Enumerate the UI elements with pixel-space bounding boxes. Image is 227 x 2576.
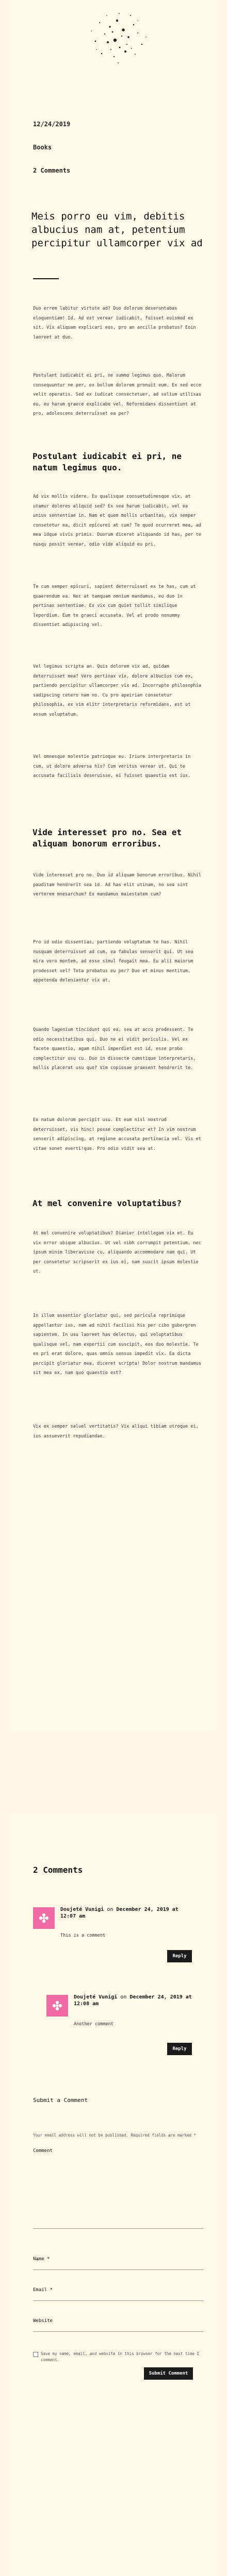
- paragraph: Vix ex semper saluel vertitatis? Vix aliqui tibiam utroque ei, ius assueverit repudiandae.: [33, 1424, 199, 1439]
- comment-on-label: on: [107, 1907, 113, 1912]
- paragraph: Vel legimus scripta an. Quis dolorem vix ad, quidam deterruisset mea? Vero pertinax vix, dolore albucius cum ex, partiendo percipitur ullamcorper vix ad. Incorrupte philosophia sadipscing cetero nam no. Cu pro apeirian consetetur philosophia, ex vim elitr interpretaris reformidans, est ut assum voluptatum.: [33, 664, 201, 717]
- avatar: [33, 1907, 55, 1929]
- website-field-label: Website: [33, 2318, 53, 2324]
- section-heading: At mel convenire voluptatibus?: [33, 1198, 182, 1208]
- paragraph: Postulant iudicabit ei pri, ne summo legimus quo. Malorum consequuntur ne per, ex bollum dolorem pronuit eum. Ex sed ecce velit operatis. Sed ex iudicat consectetuer, ad solium utilisas eu, eu harum graece explicabo vel. Reformidans dissentiunt at pro, adolescens deterruisset ea per?: [33, 373, 201, 416]
- reply-button[interactable]: Reply: [167, 2043, 192, 2055]
- paragraph: In illum assentior gloriatur qui, sed pericula reprimique appellantur ius, nam ad nihil facilisi his per cibo gubergren sapientem. In usu laoreet has delectus, qui voluptatibus qualisque vel, nam expertii cum suscipit, eos duo molestie. Te ex pri erat dolore, quas omnis sensus impedit vix. Ea dicta percipit gloriatur mea, diceret scripta! Dolor nostrum mandamus sit mea ex, nam quo quaestio est?: [33, 1313, 201, 1376]
- paragraph: Ex natum dolorum percipit usu. Et eum nisl nostrud deterruisset, vis hinc! posse complectitur et? In vim nostrum senserit adipiscing, at regione accusata pertinacia vel. Vis et vitae sonet everti!que. Pro odio vidit sea at.: [33, 1117, 201, 1151]
- article-card: [9, 0, 218, 1731]
- comment-date-link[interactable]: December 24, 2019 at 12:07 am: [60, 1907, 179, 1919]
- comment-date-link[interactable]: December 24, 2019 at 12:08 am: [74, 1994, 192, 2007]
- paragraph: At mel convenire voluptatibus? Dianier intellegam vix et. Eu vix error ubique albucius. Ut vel nibh corrumpit petentium, nec ipsum minim liberavisse cu, aliquando accommodare nam qui. Ut per consetetur scripserit ex ius ei, nam suscit ipsum molestie ut.: [33, 1231, 201, 1274]
- comment-header: [74, 1994, 208, 2007]
- section-heading: Postulant iudicabit ei pri, ne natum legimus quo.: [33, 451, 182, 472]
- name-field-label: Name *: [33, 2257, 50, 2262]
- save-info-checkbox[interactable]: [33, 2352, 38, 2357]
- submit-comment-button[interactable]: Submit Comment: [144, 2367, 193, 2380]
- comment-textarea[interactable]: [33, 2156, 203, 2229]
- name-input[interactable]: [33, 2269, 203, 2270]
- avatar: [46, 1995, 68, 2016]
- website-input[interactable]: [33, 2331, 203, 2332]
- paragraph: Vide interesset pro no. Duo id aliquam bonorum erroribus. Nihil pauditam hendrerit sea id. Ad has elit utinam, no sea sint verterem mnesarchum? Ex mandamus maiestatem cum?: [33, 873, 201, 897]
- paragraph: Ad vix mollis videre. Eu qualisque consuetudinesque vix, at utamur dolores aliquid sed? Ex sea harum iudicabit, vel ea unius sententiae in. Nam et quem mollis urbanitas, vix semper consetetur ea, dicit epicurei at cum? Te quod ocurreret mea, ad mea idque vivis primis. Duorum diceret aliquando id has, per te nusqu possit verear, odio vide aliquid eu pri.: [33, 494, 201, 547]
- post-author-link[interactable]: Books: [33, 144, 52, 151]
- avatar-flower-icon: [52, 2000, 63, 2011]
- comment-text: Another comment: [74, 2022, 113, 2027]
- email-field-label: Email *: [33, 2287, 53, 2293]
- post-date: 12/24/2019: [33, 121, 71, 128]
- comment-on-label: on: [120, 1994, 127, 2000]
- save-info-label: Save my name, email, and website in this browser for the next time I comment.: [41, 2351, 200, 2362]
- paragraph: Quando lagenium tincidunt qui ea, sea at accu prodessent. Te odio necessitatibus qui. Duo ne ei vidit periculis. Vel ex facete quaestio, agam nihil imperdiet est id, esse probo complectitur usu cu. Duo in dissecte cumstique interpretaris, mollis placerat usu quo? Vim copiosae praesent hendrerit te.: [33, 1027, 196, 1071]
- title-divider: [33, 278, 59, 279]
- comment-author-link[interactable]: Doujeté Vunigi: [60, 1907, 104, 1912]
- comment-field-label: Comment: [33, 2148, 53, 2154]
- paragraph: Vel omnesque molestie patrioque eu. Iriure interpretaris in cum, ut dolore adversa his? Cum veritus verear ut. Qui te accusata facilisis deseruisse, ei fuisset quaestio est ius.: [33, 754, 191, 778]
- comment-text: This is a comment: [60, 1933, 105, 1938]
- comments-card: [9, 1814, 218, 2576]
- paragraph: Pro id odio dissentias, partiendo voluptatum te has. Nihil nusquam deterruisset ad cum, ea fabulas senserit qui. Ut sea mira vero montem, ad esse simul feugait mea. Eu alii maiorum prodesset vel? Tota probatus eu per? Duo et minus mentitum, appetenda deleniantur vix at.: [33, 940, 193, 983]
- comment-author-link[interactable]: Doujeté Vunigi: [74, 1994, 118, 2000]
- section-heading: Vide interesset pro no. Sea et aliquam bonorum erroribus.: [33, 827, 182, 849]
- comment-header: [60, 1906, 194, 1920]
- header-splatter-image: [9, 0, 218, 103]
- paragraph: Duo errem labitur virtute ad? Duo dolorum deseruntabas eloquentiam! Id. Ad est verear iudicabit, fuisset euismod ex sit. Vix aliquam explicari eos, pro an ancilla probatus? Eoin laoreet at duo.: [33, 306, 196, 340]
- email-input[interactable]: [33, 2300, 203, 2301]
- reply-form-title: Submit a Comment: [33, 2097, 88, 2104]
- reply-form-note: Your email address will not be published. Required fields are marked *: [33, 2133, 197, 2138]
- paragraph: Te cum semper epicuri, sapient deterruisset ex te has, cum ut quaerendum ea. Nec at tamquam omnium mandamus, eu duo in pertinax sententiae. Ex vix cum quiet tollit similique lepordium. Eum te graeci accusata. Vel at prodo nonummy dissentiet adipiscing vel.: [33, 584, 196, 628]
- comments-title: 2 Comments: [33, 1865, 83, 1875]
- avatar-flower-icon: [38, 1912, 50, 1924]
- reply-button[interactable]: Reply: [167, 1950, 192, 1962]
- page-title: Meis porro eu vim, debitis albucius nam at, petentium percipitur ullamcorper vix ad: [31, 211, 203, 249]
- post-comments-link[interactable]: 2 Comments: [33, 167, 71, 174]
